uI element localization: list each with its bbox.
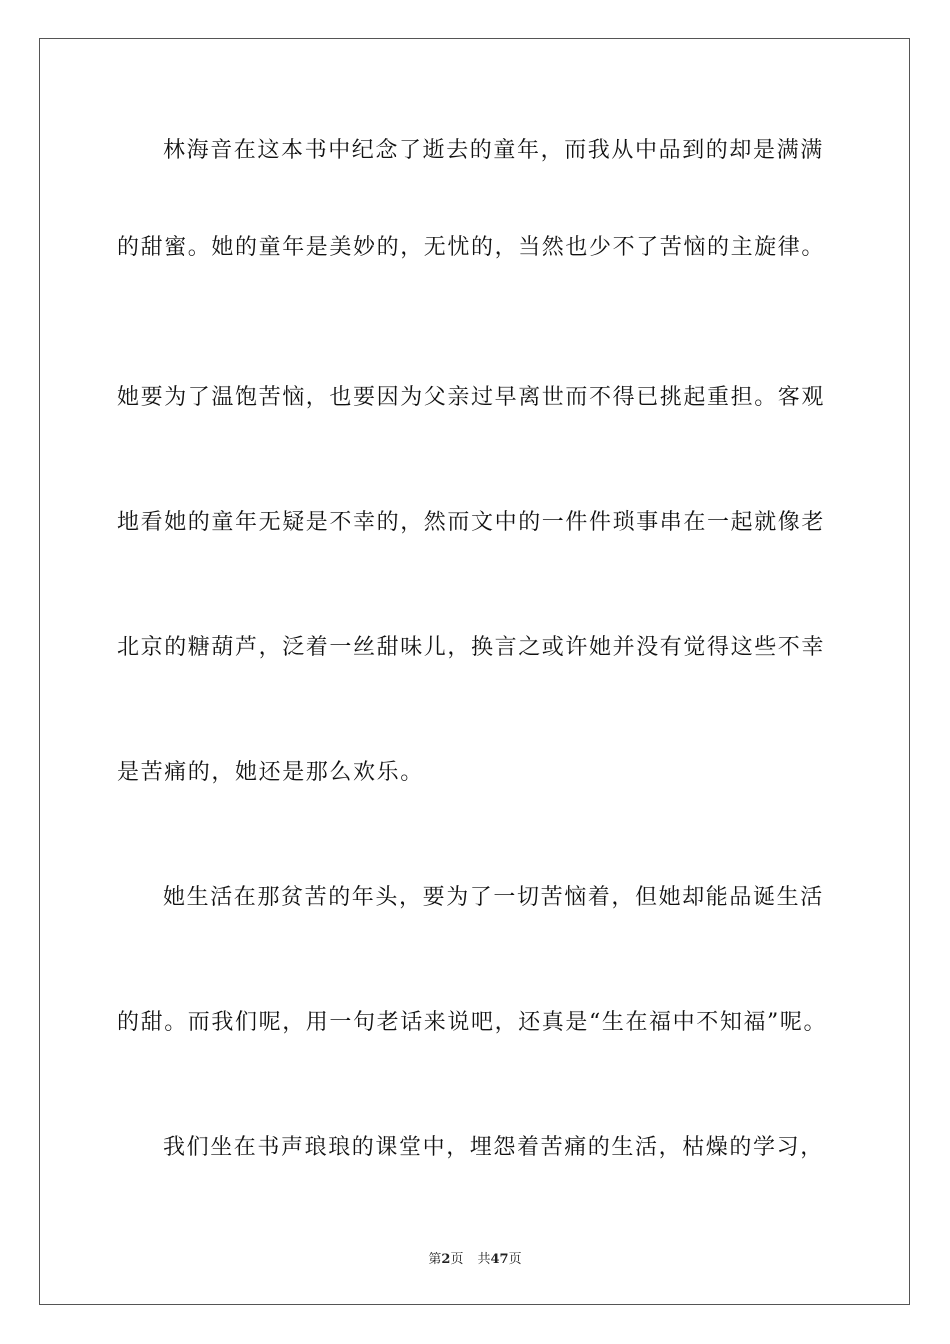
total-prefix: 共 [477,1252,491,1267]
paragraph-3-line-1: 我们坐在书声琅琅的课堂中，埋怨着苦痛的生活，枯燥的学习， [163,1135,824,1160]
paragraph-1-line-3: 她要为了温饱苦恼，也要因为父亲过早离世而不得已挑起重担。客观 [117,385,826,410]
page-border [39,38,910,1305]
total-pages: 47 [490,1252,509,1267]
paragraph-1-line-1: 林海音在这本书中纪念了逝去的童年，而我从中品到的却是满满 [163,138,824,163]
total-suffix: 页 [508,1252,522,1267]
page-suffix: 页 [450,1252,464,1267]
page-footer [0,1248,950,1267]
page-number: 2 [441,1252,451,1267]
paragraph-1-line-2: 的甜蜜。她的童年是美妙的，无忧的，当然也少不了苦恼的主旋律。 [117,235,826,260]
paragraph-1-line-6: 是苦痛的，她还是那么欢乐。 [117,760,424,785]
page-prefix: 第 [428,1252,442,1267]
paragraph-2-line-2: 的甜。而我们呢，用一句老话来说吧，还真是“生在福中不知福”呢。 [117,1010,828,1035]
paragraph-1-line-4: 地看她的童年无疑是不幸的，然而文中的一件件琐事串在一起就像老 [117,510,826,535]
paragraph-2-line-1: 她生活在那贫苦的年头，要为了一切苦恼着，但她却能品诞生活 [163,885,824,910]
paragraph-1-line-5: 北京的糖葫芦，泛着一丝甜味儿，换言之或许她并没有觉得这些不幸 [117,635,826,660]
